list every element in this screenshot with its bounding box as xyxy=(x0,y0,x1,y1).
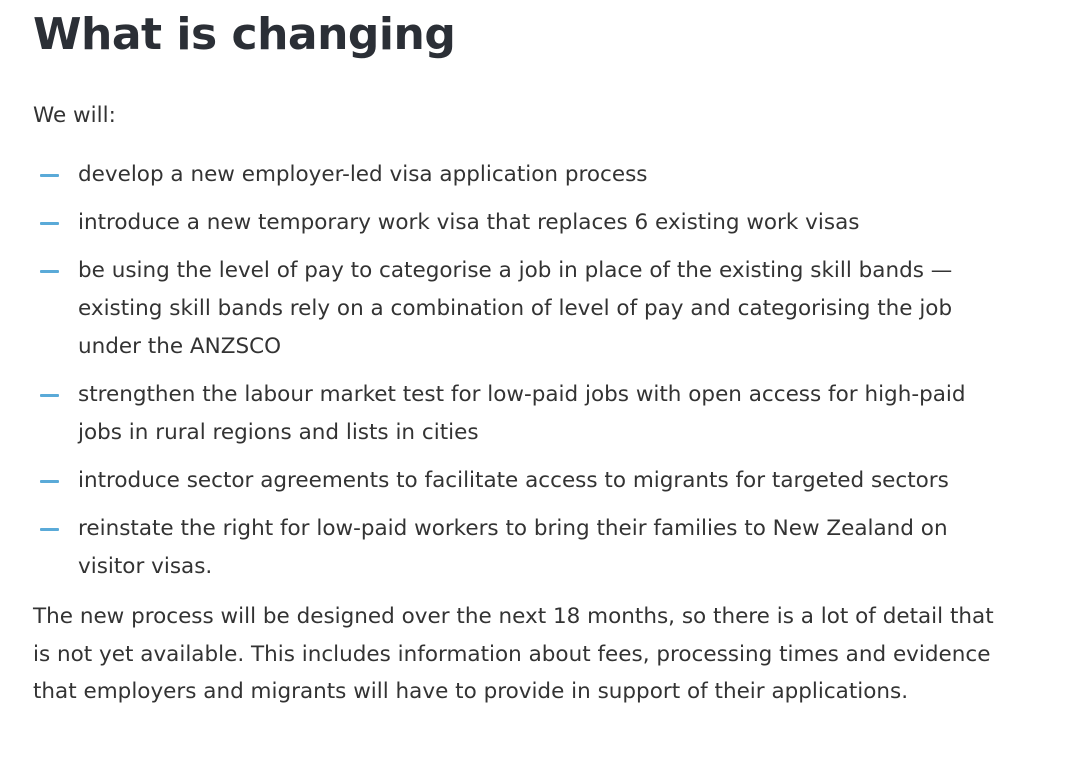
list-item xyxy=(33,204,1003,242)
dash-bullet-icon xyxy=(40,222,59,225)
dash-bullet-icon xyxy=(40,394,59,397)
list-item-text: introduce a new temporary work visa that replaces 6 existing work visas xyxy=(78,210,860,235)
intro-text: We will: xyxy=(33,103,116,128)
dash-bullet-icon xyxy=(40,174,59,177)
list-item xyxy=(33,510,1003,586)
article-content xyxy=(33,0,1033,711)
page-title: What is changing xyxy=(33,9,456,60)
list-item-text: develop a new employer-led visa application process xyxy=(78,162,648,187)
list-item-text: introduce sector agreements to facilitate access to migrants for targeted sectors xyxy=(78,468,949,493)
dash-bullet-icon xyxy=(40,270,59,273)
list-item xyxy=(33,376,1003,452)
list-item xyxy=(33,252,1003,366)
change-list xyxy=(33,156,1033,586)
list-item xyxy=(33,156,1003,194)
outro-paragraph: The new process will be designed over the next 18 months, so there is a lot of detail that is not yet available. This includes information about fees, processing times and evidence that employers and migrants will have to provide in support of their applications. xyxy=(33,604,994,704)
list-item-text: reinstate the right for low-paid workers to bring their families to New Zealand on visitor visas. xyxy=(78,516,948,579)
list-item xyxy=(33,462,1003,500)
list-item-text: be using the level of pay to categorise a job in place of the existing skill bands — existing skill bands rely on a combination of level of pay and categorising the job under the ANZSCO xyxy=(78,258,953,359)
dash-bullet-icon xyxy=(40,480,59,483)
dash-bullet-icon xyxy=(40,528,59,531)
list-item-text: strengthen the labour market test for low-paid jobs with open access for high-paid jobs in rural regions and lists in cities xyxy=(78,382,966,445)
